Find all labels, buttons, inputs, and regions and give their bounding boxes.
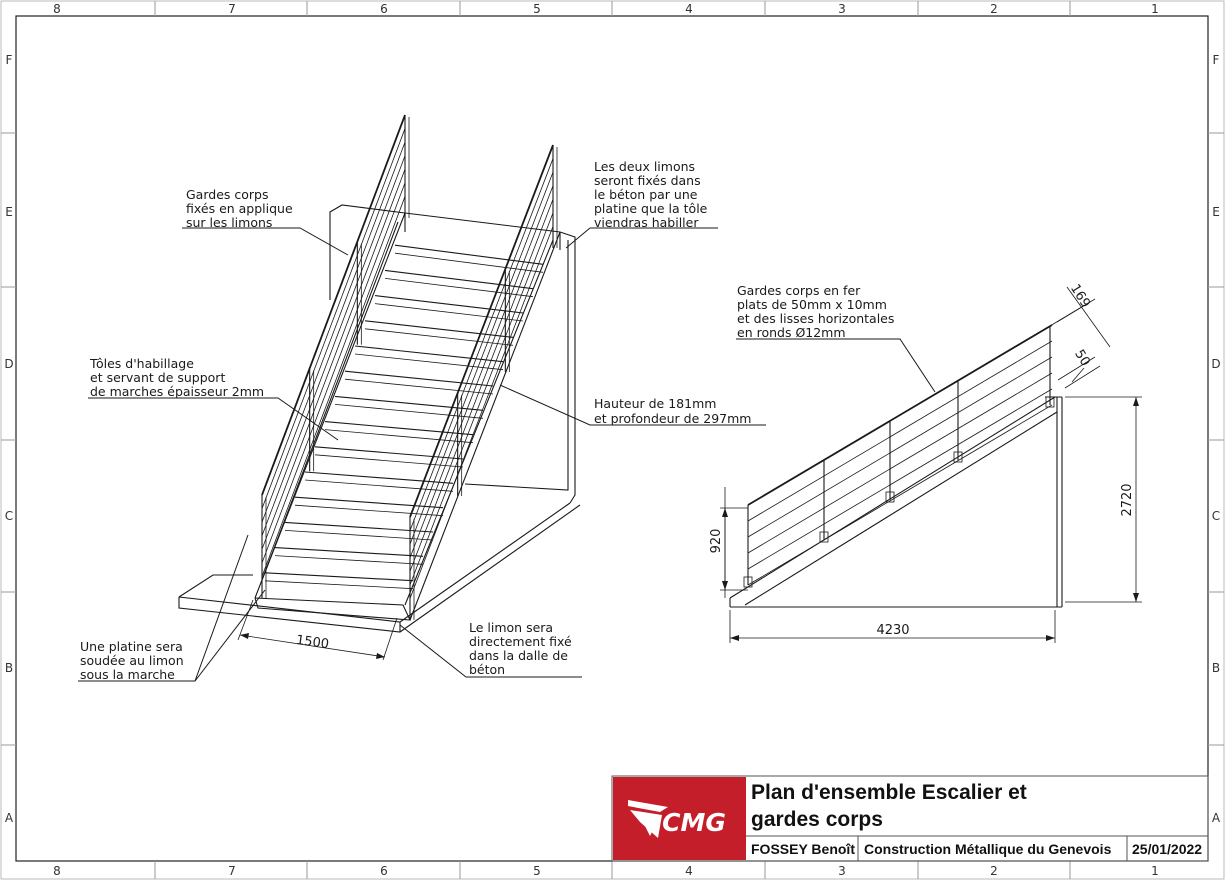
grid-col-label: 1 <box>1151 864 1159 878</box>
dimension-rail-height-value: 920 <box>709 528 724 554</box>
callout-line: sur les limons <box>186 215 273 230</box>
grid-row-label: D <box>4 357 14 371</box>
grid-col-label: 3 <box>838 2 846 16</box>
grid-col-label: 5 <box>533 2 541 16</box>
callout-line: béton <box>469 662 506 677</box>
grid-row-label: B <box>4 661 14 675</box>
callout-line: le béton par une <box>594 187 698 202</box>
grid-row-label: C <box>4 509 14 523</box>
callout-line: Tôles d'habillage <box>90 356 194 371</box>
dimension-rail-offset-value: 50 <box>1071 347 1093 370</box>
callout-line: directement fixé <box>469 634 572 649</box>
callout-line: Les deux limons <box>594 159 696 174</box>
grid-row-label: A <box>1211 811 1221 825</box>
callout-line: et servant de support <box>90 370 226 385</box>
outer-frame <box>1 1 1224 879</box>
grid-row-label: E <box>5 205 13 219</box>
callout-line: seront fixés dans <box>594 173 701 188</box>
dimension-rail-top-value: 169 <box>1067 281 1093 311</box>
grid-row-label: C <box>1211 509 1221 523</box>
callout-line: et des lisses horizontales <box>737 311 895 326</box>
callout-line: Le limon sera <box>469 620 554 635</box>
callout-line: sous la marche <box>80 667 175 682</box>
grid-col-label: 7 <box>228 2 236 16</box>
drawing-date: 25/01/2022 <box>1132 841 1203 857</box>
grid-row-label: B <box>1211 661 1221 675</box>
grid-col-label: 5 <box>533 864 541 878</box>
logo-text: CMG <box>662 808 726 837</box>
callout-line: Gardes corps en fer <box>737 283 861 298</box>
dimension-height-total-value: 2720 <box>1120 483 1135 517</box>
grid-col-label: 6 <box>380 2 388 16</box>
grid-row-label: A <box>4 811 14 825</box>
callout-line: Une platine sera <box>80 639 183 654</box>
drawing-title-line1: Plan d'ensemble Escalier et <box>751 781 1027 804</box>
callout-line: dans la dalle de <box>469 648 568 663</box>
callout-line: Gardes corps <box>186 187 269 202</box>
grid-row-label: D <box>1211 357 1221 371</box>
callout-line: plats de 50mm x 10mm <box>737 297 887 312</box>
grid-col-label: 3 <box>838 864 846 878</box>
grid-col-label: 8 <box>53 864 61 878</box>
grid-col-label: 8 <box>53 2 61 16</box>
callout-line: viendras habiller <box>594 215 699 230</box>
grid-col-label: 4 <box>685 864 693 878</box>
callout-line: et profondeur de 297mm <box>594 411 752 426</box>
grid-row-label: E <box>1212 205 1220 219</box>
callout-line: Hauteur de 181mm <box>594 396 717 411</box>
callout-line: fixés en applique <box>186 201 293 216</box>
grid-row-label: F <box>1212 53 1220 67</box>
grid-col-label: 6 <box>380 864 388 878</box>
callout-platine-soudee <box>80 639 184 682</box>
grid-row-label: F <box>5 53 13 67</box>
callout-line: soudée au limon <box>80 653 184 668</box>
callout-line: en ronds Ø12mm <box>737 325 846 340</box>
dimension-width-value: 1500 <box>295 632 330 653</box>
dimension-length-value: 4230 <box>876 623 910 638</box>
callout-line: platine que la tôle <box>594 201 708 216</box>
grid-col-label: 4 <box>685 2 693 16</box>
grid-col-label: 1 <box>1151 2 1159 16</box>
grid-col-label: 2 <box>990 2 998 16</box>
callout-line: de marches épaisseur 2mm <box>90 384 265 399</box>
grid-col-label: 2 <box>990 864 998 878</box>
grid-col-label: 7 <box>228 864 236 878</box>
company-name: Construction Métallique du Genevois <box>864 841 1112 857</box>
callout-limons-fixes <box>594 159 708 230</box>
author-name: FOSSEY Benoît <box>751 841 855 857</box>
drawing-title-line2: gardes corps <box>751 808 883 831</box>
